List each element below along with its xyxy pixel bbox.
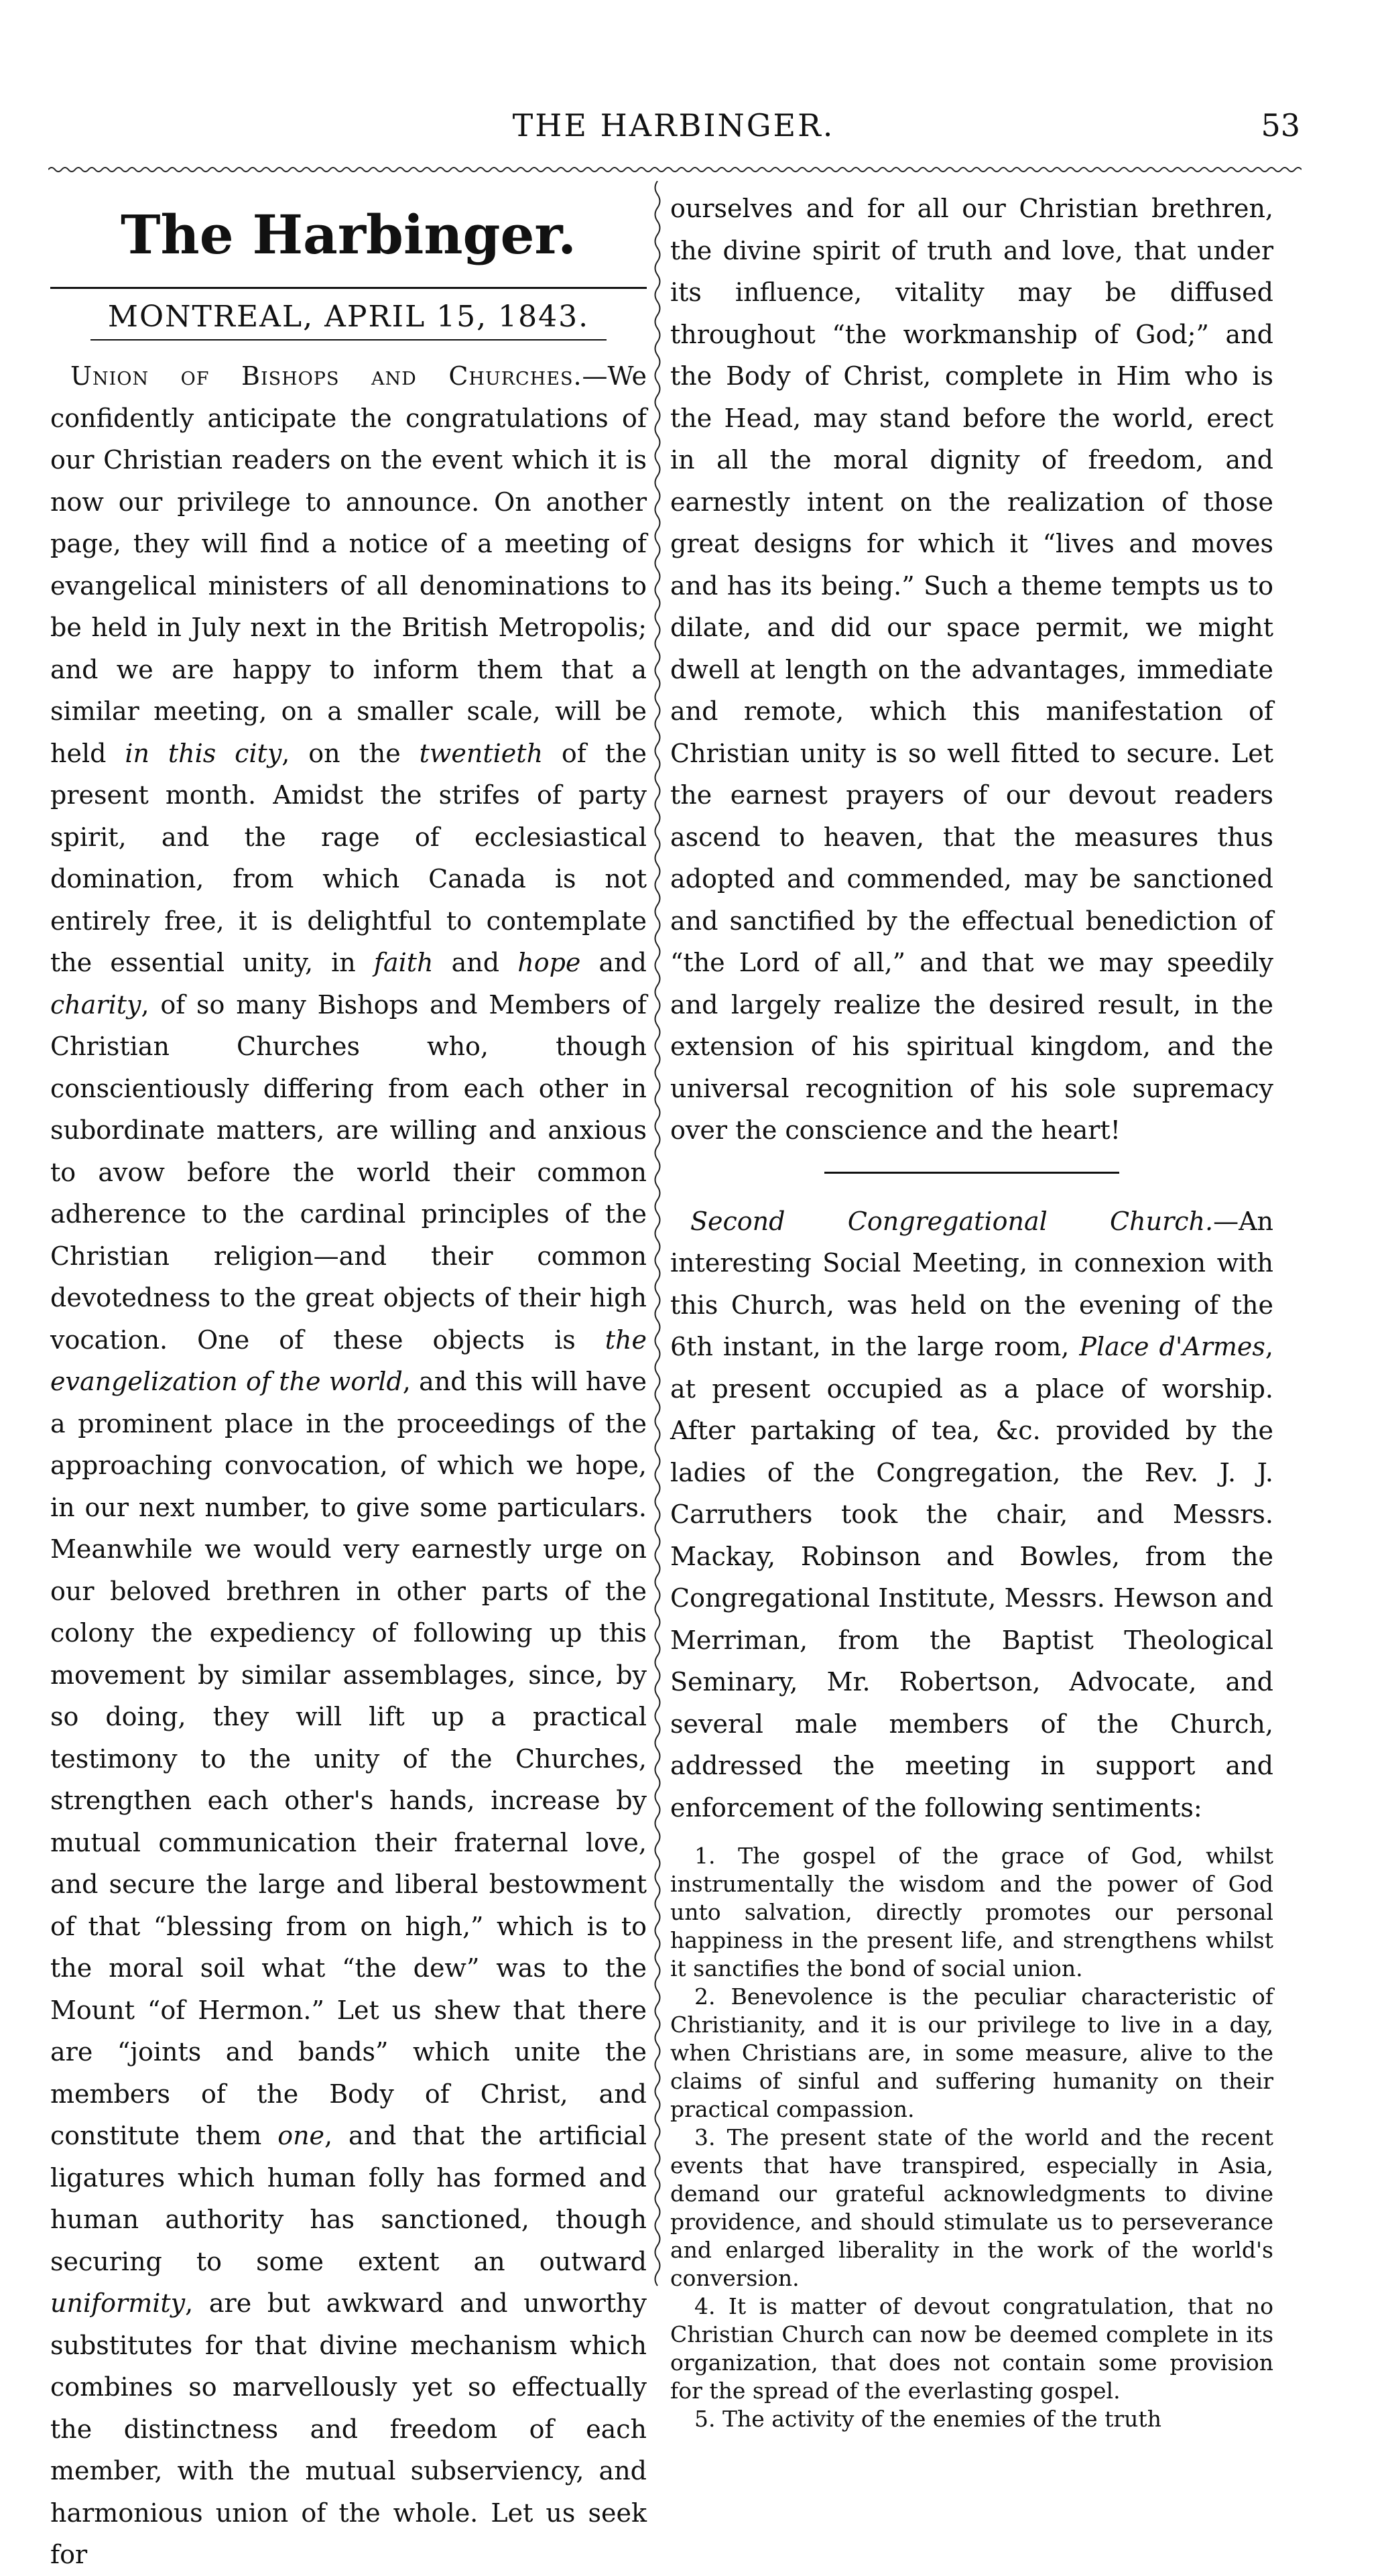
masthead-rule (50, 287, 647, 289)
right-column (670, 188, 1273, 2433)
article-second-congregational-church: Second Congregational Church.—An interesting Social Meeting, in connexion with this Church, was held on the evening of the 6th instant, in the large room, Place d'Armes, at present occupied as a place of worship. After partaking of tea, &c. provided by the ladies of the Congregation, the Rev. J. J. Carruthers took the chair, and Messrs. Mackay, Robinson and Bowles, from the Congregational Institute, Messrs. Hewson and Merriman, from the Baptist Theological Seminary, Mr. Robertson, Advocate, and several male members of the Church, addressed the meeting in support and enforcement of the following sentiments: (670, 1206, 1273, 1823)
running-head (47, 107, 1300, 154)
list-item: 2. Benevolence is the peculiar characteristic of Christianity, and it is our privilege to live in a day, when Christians are, in some measure, alive to the claims of sinful and suffering humanity on their practical compassion. (670, 1983, 1273, 2122)
masthead-title: The Harbinger. (121, 203, 576, 266)
running-head-title: THE HARBINGER. (512, 107, 835, 143)
header-wavy-rule (48, 164, 1302, 175)
article-union-continuation: ourselves and for all our Christian brethren, the divine spirit of truth and love, that under its influence, vitality may be diffused throughout “the workmanship of God;” and the Body of Christ, complete in Him who is the Head, may stand before the world, erect in all the moral dignity of freedom, and earnestly intent on the realization of those great designs for which it “lives and moves and has its being.” Such a theme tempts us to dilate, and did our space permit, we might dwell at length on the advantages, immediate and remote, which this manifestation of Christian unity is so well fitted to secure. Let the earnest prayers of our devout readers ascend to heaven, that the measures thus adopted and commended, may be sanctioned and sanctified by the effectual benediction of “the Lord of all,” and that we may speedily and largely realize the desired result, in the extension of his spiritual kingdom, and the universal recognition of his sole supremacy over the conscience and the heart! (670, 194, 1273, 1145)
dateline-rule (90, 339, 607, 341)
article-heading: Second Congregational Church. (690, 1206, 1214, 1236)
sentiments-list (670, 1842, 1273, 2433)
article-separator (824, 1172, 1119, 1174)
dateline: MONTREAL, APRIL 15, 1843. (107, 300, 590, 334)
list-item: 1. The gospel of the grace of God, whilst instrumentally the wisdom and the power of God unto salvation, directly promotes our personal happiness in the present life, and strengthens whilst it sanctifies the bond of social union. (670, 1843, 1273, 1981)
left-column (50, 188, 647, 2576)
list-item: 5. The activity of the enemies of the truth (694, 2406, 1161, 2432)
article-union-of-bishops: Union of Bishops and Churches.—We confidently anticipate the congratulations of our Christian readers on the event which it is now our privilege to announce. On another page, they will find a notice of a meeting of evangelical ministers of all denominations to be held in July next in the British Metropolis; and we are happy to inform them that a similar meeting, on a smaller scale, will be held in this city, on the twentieth of the present month. Amidst the strifes of party spirit, and the rage of ecclesiastical domination, from which Canada is not entirely free, it is delightful to contemplate the essential unity, in faith and hope and charity, of so many Bishops and Members of Christian Churches who, though conscientiously differing from each other in subordinate matters, are willing and anxious to avow before the world their common adherence to the cardinal principles of the Christian religion—and their common devotedness to the great objects of their high vocation. One of these objects is the evangelization of the world, and this will have a prominent place in the proceedings of the approaching convocation, of which we hope, in our next number, to give some particulars. Meanwhile we would very earnestly urge on our beloved brethren in other parts of the colony the expediency of following up this movement by similar assemblages, since, by so doing, they will lift up a practical testimony to the unity of the Churches, strengthen each other's hands, increase by mutual communication their fraternal love, and secure the large and liberal bestowment of that “blessing from on high,” which is to the moral soil what “the dew” was to the Mount “of Hermon.” Let us shew that there are “joints and bands” which unite the members of the Body of Christ, and constitute them one, and that the artificial ligatures which human folly has formed and human authority has sanctioned, though securing to some extent an outward uniformity, are but awkward and unworthy substitutes for that divine mechanism which combines so marvellously yet so effectually the distinctness and freedom of each member, with the mutual subserviency, and harmonious union of the whole. Let us seek for (50, 361, 647, 2569)
list-item: 3. The present state of the world and the recent events that have transpired, especially in Asia, demand our grateful acknowledgments to divine providence, and should stimulate us to perseverance and enlarged liberality in the work of the world's conversion. (670, 2124, 1273, 2291)
list-item: 4. It is matter of devout congratulation, that no Christian Church can now be deemed complete in its organization, that does not contain some provision for the spread of the everlasting gospel. (670, 2293, 1273, 2404)
page-number: 53 (1261, 107, 1300, 143)
column-divider (650, 181, 665, 2292)
article-heading: Union of Bishops and Churches. (70, 361, 582, 391)
